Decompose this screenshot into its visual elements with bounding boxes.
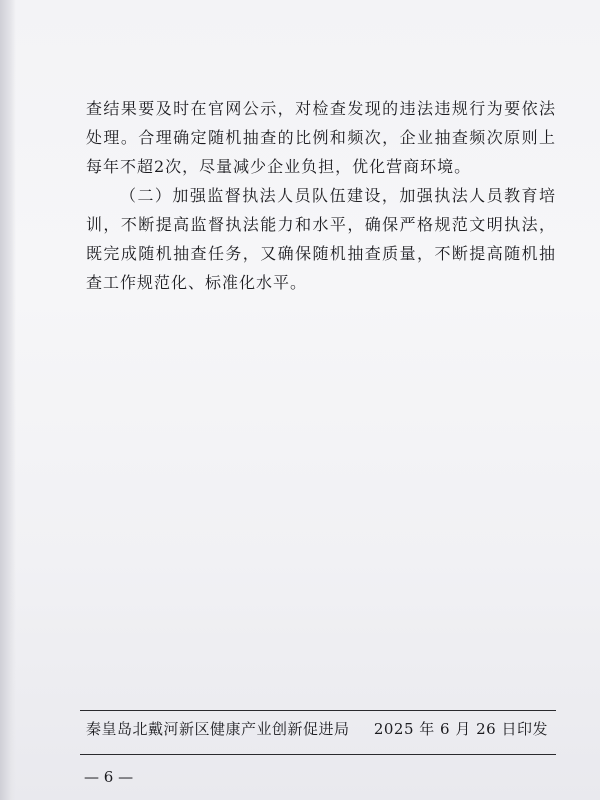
page-edge-shadow — [0, 0, 16, 800]
paragraph-continued: 查结果要及时在官网公示，对检查发现的违法违规行为要依法处理。合理确定随机抽查的比例和频次，企业抽查频次原则上每年不超2次，尽量减少企业负担，优化营商环境。 — [86, 99, 556, 176]
footer-rule-bottom — [80, 754, 556, 755]
footer-rule-top — [80, 710, 556, 711]
body-text — [86, 94, 556, 297]
print-date: 2025 年 6 月 26 日印发 — [373, 720, 548, 738]
paragraph-section-two: （二）加强监督执法人员队伍建设，加强执法人员教育培训，不断提高监督执法能力和水平，确保严格规范文明执法，既完成随机抽查任务，又确保随机抽查质量，不断提高随机抽查工作规范化、标准化水平。 — [86, 186, 556, 292]
page-number: — 6 — — [84, 768, 134, 786]
issuer-name: 秦皇岛北戴河新区健康产业创新促进局 — [86, 720, 350, 738]
